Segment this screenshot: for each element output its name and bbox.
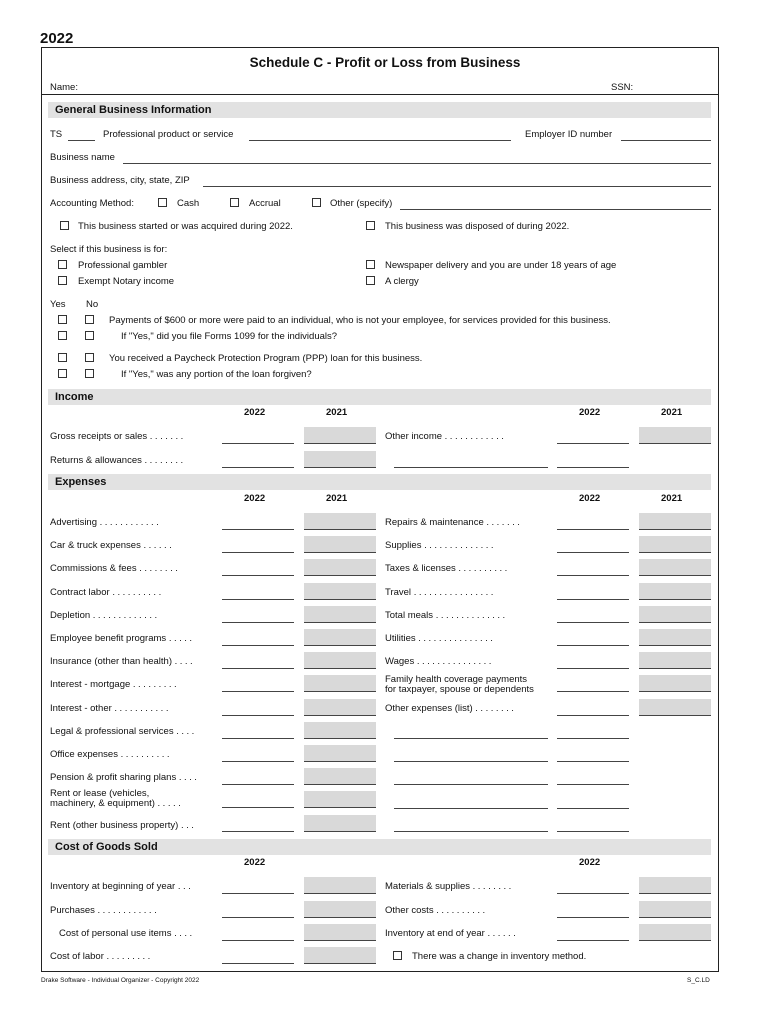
section-general [48,102,711,118]
purchases-label: Purchases ............ [50,905,160,916]
header-divider [42,94,718,95]
qppp-label: You received a Paycheck Protection Program (PPP) loan for this business. [109,353,423,364]
rent-equipment-2022-field[interactable] [222,807,294,808]
leader-dots: .............. [424,540,497,552]
leader-dots: ..... [168,633,195,644]
expense-left-text: Car & truck expenses [50,540,141,552]
footer-form-code: S_C.LD [687,977,710,984]
leader-dots: ...... [143,540,175,552]
materials-field[interactable] [557,893,629,894]
cash-checkbox[interactable] [158,198,167,207]
leader-dots: ....... [486,517,523,528]
leader-dots: .............. [435,609,508,621]
expense-right-2021-field[interactable] [639,513,711,530]
returns-2022-field[interactable] [222,467,294,468]
other-costs-field[interactable] [557,917,629,918]
expense-right-label [385,540,496,551]
leader-dots: .... [178,772,200,784]
expense-left-2021-field[interactable] [304,722,376,739]
form-title: Schedule C - Profit or Loss from Business [249,55,521,70]
disposed-checkbox[interactable] [366,221,375,230]
notary-checkbox[interactable] [58,276,67,285]
expense-left-label [50,656,195,667]
expense-left-text: Depletion [50,609,91,621]
cash-label: Cash [177,198,200,209]
expense-right-2022-field[interactable] [557,645,629,646]
other-expense-desc-field[interactable] [394,738,548,739]
leader-dots: ........ [139,563,181,575]
other-expenses-label: Other expenses (list) ........ [385,703,517,714]
qppp-no-checkbox[interactable] [85,353,94,362]
other-method-label: Other (specify) [330,198,393,209]
leader-dots: .......... [112,586,164,598]
expense-left-2021-field[interactable] [304,559,376,576]
expenses-col-2022-right: 2022 [579,493,601,504]
expense-left-2022-field[interactable] [222,668,294,669]
clergy-checkbox[interactable] [366,276,375,285]
cost-of-labor-label: Cost of labor ......... [50,951,153,962]
accrual-label: Accrual [249,198,281,209]
other-income-extra-amount[interactable] [557,467,629,468]
leader-dots: ............... [416,656,494,668]
leader-dots: ............... [418,633,496,644]
expense-left-text: Pension & profit sharing plans [50,772,177,784]
expense-right-2022-field[interactable] [557,575,629,576]
started-label: This business started or was acquired during 2022. [78,221,293,232]
expense-right-text: Taxes & licenses [385,563,456,575]
personal-use-label: Cost of personal use items .... [59,928,195,939]
purchases-shade[interactable] [304,901,376,918]
rent-other-2021-field[interactable] [304,815,376,832]
expense-right-text: Travel [385,586,412,598]
expense-left-label [50,679,179,690]
family-health-2021-field[interactable] [639,675,711,692]
other-costs-label: Other costs .......... [385,905,488,916]
product-label: Professional product or service [103,129,234,140]
yes-header: Yes [50,299,66,310]
expense-left-label [50,633,195,644]
accrual-checkbox[interactable] [230,198,239,207]
expense-left-text: Interest - mortgage [50,679,131,691]
footer-copyright: Drake Software - Individual Organizer - Copyright 2022 [41,977,200,984]
materials-label: Materials & supplies ........ [385,881,514,892]
inventory-end-label: Inventory at end of year ...... [385,928,519,939]
expense-left-label [50,772,199,783]
expense-left-label [50,517,161,528]
other-method-checkbox[interactable] [312,198,321,207]
cost-of-labor-shade[interactable] [304,947,376,964]
expense-left-2021-field[interactable] [304,629,376,646]
other-expense-desc-field[interactable] [394,808,548,809]
expense-left-label [50,540,174,551]
expense-right-2022-field[interactable] [557,552,629,553]
product-field[interactable] [249,140,511,141]
form-year: 2022 [40,30,74,47]
other-expense-amount-field[interactable] [557,808,629,809]
expense-left-label [50,703,171,714]
other-income-2021-field[interactable] [639,427,711,444]
expense-right-2021-field[interactable] [639,629,711,646]
leader-dots: .......... [458,563,510,575]
income-col-2021-right: 2021 [661,407,683,418]
expense-right-2021-field[interactable] [639,536,711,553]
cogs-col-2022-left: 2022 [244,857,266,868]
ein-field[interactable] [621,140,711,141]
disposed-label: This business was disposed of during 2022. [385,221,570,232]
other-expense-desc-field[interactable] [394,784,548,785]
inventory-end-field[interactable] [557,940,629,941]
address-field[interactable] [203,186,711,187]
expense-right-2021-field[interactable] [639,652,711,669]
leader-dots: ............. [92,609,160,621]
qppp-sub-no-checkbox[interactable] [85,369,94,378]
family-health-2022-field[interactable] [557,691,629,692]
expense-right-label [385,587,496,598]
q1099-sub-yes-checkbox[interactable] [58,331,67,340]
leader-dots: ........... [114,702,171,714]
expense-left-2021-field[interactable] [304,536,376,553]
income-col-2022-right: 2022 [579,407,601,418]
expense-left-2022-field[interactable] [222,575,294,576]
other-expense-amount-field[interactable] [557,738,629,739]
expense-left-text: Commissions & fees [50,563,137,575]
gross-receipts-label: Gross receipts or sales ....... [50,431,186,442]
rent-other-2022-field[interactable] [222,831,294,832]
income-col-2021-left: 2021 [326,407,348,418]
qppp-yes-checkbox[interactable] [58,353,67,362]
other-expense-amount-field[interactable] [557,784,629,785]
expense-right-text: Wages [385,656,415,668]
returns-label: Returns & allowances ........ [50,455,186,466]
expense-left-2021-field[interactable] [304,745,376,762]
other-expense-amount-field[interactable] [557,831,629,832]
ts-label: TS [50,129,63,140]
inventory-end-shade[interactable] [639,924,711,941]
expense-left-2022-field[interactable] [222,738,294,739]
qppp-sub-yes-checkbox[interactable] [58,369,67,378]
expense-left-2021-field[interactable] [304,513,376,530]
ssn-label: SSN: [611,82,634,93]
expense-right-text: Utilities [385,633,416,644]
started-checkbox[interactable] [60,221,69,230]
expense-right-2021-field[interactable] [639,606,711,623]
qppp-sub-label: If "Yes," was any portion of the loan forgiven? [121,369,312,380]
inventory-begin-field[interactable] [222,893,294,894]
business-name-label: Business name [50,152,115,163]
expense-left-text: Advertising [50,517,97,528]
inventory-change-checkbox[interactable] [393,951,402,960]
section-cogs [48,839,711,855]
other-income-label: Other income ............ [385,431,507,442]
newspaper-label: Newspaper delivery and you are under 18 years of age [385,260,617,271]
materials-shade[interactable] [639,877,711,894]
inventory-change-label: There was a change in inventory method. [412,951,587,962]
expense-left-2021-field[interactable] [304,675,376,692]
expense-right-text: Repairs & maintenance [385,517,484,528]
other-expense-desc-field[interactable] [394,761,548,762]
other-expenses-2021-field[interactable] [639,699,711,716]
gross-receipts-2022-field[interactable] [222,443,294,444]
gambler-label: Professional gambler [78,260,168,271]
q1099-sub-label: If "Yes," did you file Forms 1099 for the individuals? [121,331,338,342]
section-cogs-title: Cost of Goods Sold [55,841,158,853]
expense-left-2022-field[interactable] [222,622,294,623]
cost-of-labor-field[interactable] [222,963,294,964]
select-if-label: Select if this business is for: [50,244,168,255]
leader-dots: .......... [120,749,172,760]
expenses-col-2021-right: 2021 [661,493,683,504]
expense-right-2021-field[interactable] [639,559,711,576]
business-name-field[interactable] [123,163,711,164]
other-expense-desc-field[interactable] [394,831,548,832]
expense-right-2022-field[interactable] [557,599,629,600]
gambler-checkbox[interactable] [58,260,67,269]
section-income-title: Income [55,391,94,403]
expense-left-text: Insurance (other than health) [50,656,172,668]
expense-left-label [50,610,160,621]
expense-right-2022-field[interactable] [557,529,629,530]
expense-left-text: Interest - other [50,702,112,714]
rent-equipment-label: Rent or lease (vehicles, machinery, & equipment) ..... [50,788,184,809]
expense-right-label [385,633,495,644]
name-label: Name: [50,82,78,93]
other-income-2022-field[interactable] [557,443,629,444]
expense-left-2021-field[interactable] [304,699,376,716]
leader-dots: .... [174,656,196,668]
notary-label: Exempt Notary income [78,276,175,287]
expense-right-label [385,563,510,574]
expense-right-2022-field[interactable] [557,622,629,623]
no-header: No [86,299,99,310]
expense-left-text: Legal & professional services [50,725,174,737]
expense-right-label [385,610,508,621]
expense-right-label [385,517,522,528]
returns-2021-field[interactable] [304,451,376,468]
expense-right-2022-field[interactable] [557,668,629,669]
gross-receipts-2021-field[interactable] [304,427,376,444]
personal-use-field[interactable] [222,940,294,941]
expense-left-text: Employee benefit programs [50,633,167,644]
cogs-col-2022-right: 2022 [579,857,601,868]
expense-left-2022-field[interactable] [222,761,294,762]
leader-dots: .... [176,725,197,737]
section-expenses-title: Expenses [55,476,107,488]
expense-left-2022-field[interactable] [222,552,294,553]
newspaper-checkbox[interactable] [366,260,375,269]
section-general-title: General Business Information [55,104,212,116]
expense-left-label [50,726,197,737]
expense-right-label [385,656,494,667]
expense-left-2022-field[interactable] [222,715,294,716]
expense-left-2022-field[interactable] [222,691,294,692]
ein-label: Employer ID number [525,129,613,140]
expense-left-label [50,587,164,598]
expense-left-2021-field[interactable] [304,606,376,623]
income-col-2022-left: 2022 [244,407,266,418]
expenses-col-2022-left: 2022 [244,493,266,504]
expense-left-2022-field[interactable] [222,784,294,785]
expense-left-2021-field[interactable] [304,652,376,669]
inventory-begin-shade[interactable] [304,877,376,894]
expense-right-text: Total meals [385,609,434,621]
leader-dots: ............ [99,517,162,528]
expense-left-label [50,749,172,760]
expense-left-2021-field[interactable] [304,583,376,600]
q1099-sub-no-checkbox[interactable] [85,331,94,340]
section-expenses [48,474,711,490]
expense-left-text: Office expenses [50,749,118,760]
ts-field[interactable] [68,140,95,141]
q1099-no-checkbox[interactable] [85,315,94,324]
other-method-field[interactable] [400,209,711,210]
other-costs-shade[interactable] [639,901,711,918]
expense-right-2021-field[interactable] [639,583,711,600]
expense-right-text: Supplies [385,540,422,552]
section-income [48,389,711,405]
expense-left-2022-field[interactable] [222,599,294,600]
expenses-col-2021-left: 2021 [326,493,348,504]
other-expenses-2022-field[interactable] [557,715,629,716]
family-health-label: Family health coverage payments for taxpayer, spouse or dependents [385,674,534,695]
leader-dots: ................ [413,586,496,598]
other-expense-amount-field[interactable] [557,761,629,762]
expense-left-text: Contract labor [50,586,110,598]
expense-left-2021-field[interactable] [304,768,376,785]
other-income-extra-desc[interactable] [394,467,548,468]
clergy-label: A clergy [385,276,419,287]
rent-equipment-2021-field[interactable] [304,791,376,808]
inventory-begin-label: Inventory at beginning of year ... [50,881,194,892]
rent-other-label: Rent (other business property) ... [50,820,197,831]
expense-left-label [50,563,180,574]
q1099-label: Payments of $600 or more were paid to an individual, who is not your employee, for services provided for this business. [109,315,611,326]
purchases-field[interactable] [222,917,294,918]
expense-left-2022-field[interactable] [222,645,294,646]
accounting-label: Accounting Method: [50,198,134,209]
expense-left-2022-field[interactable] [222,529,294,530]
personal-use-shade[interactable] [304,924,376,941]
address-label: Business address, city, state, ZIP [50,175,190,186]
q1099-yes-checkbox[interactable] [58,315,67,324]
leader-dots: ......... [132,679,180,691]
